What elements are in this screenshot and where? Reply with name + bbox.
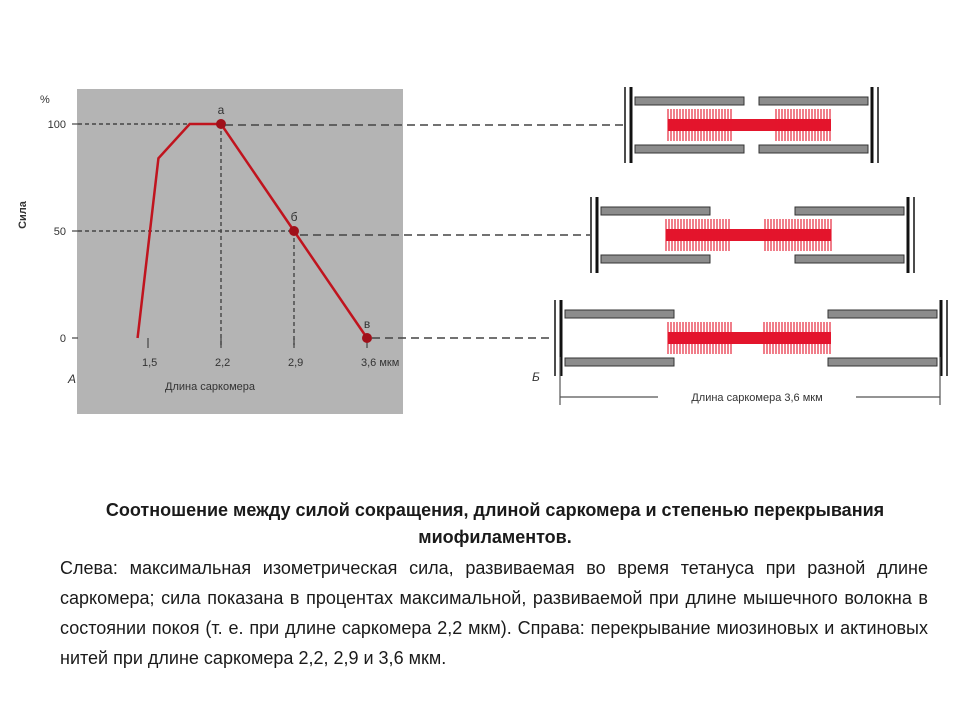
- actin-filament: [795, 255, 904, 263]
- actin-filament: [565, 310, 674, 318]
- data-point: [289, 226, 299, 236]
- y-tick-label: 50: [53, 226, 66, 238]
- actin-filament: [601, 207, 710, 215]
- x-tick-label: 2,2: [215, 357, 231, 369]
- y-tick-label: 100: [47, 119, 66, 131]
- y-tick-label: 0: [59, 333, 66, 345]
- actin-filament: [601, 255, 710, 263]
- x-tick-label: 1,5: [142, 357, 158, 369]
- sarcomere: [625, 87, 878, 163]
- sarcomere: [555, 300, 947, 376]
- point-label: а: [217, 103, 225, 117]
- actin-filament: [635, 97, 744, 105]
- actin-filament: [759, 145, 868, 153]
- panel-b-label: Б: [532, 370, 540, 384]
- caption-title: Соотношение между силой сокращения, длиной саркомера и степенью перекрывания миофиламентов.: [105, 500, 885, 547]
- force-length-graph: [17, 89, 403, 414]
- x-axis-label: Длина саркомера: [165, 381, 255, 393]
- plot-area: [77, 89, 403, 414]
- y-ticks: [48, 119, 78, 345]
- panel-a-label: А: [68, 372, 77, 386]
- actin-filament: [795, 207, 904, 215]
- caption-body: Слева: максимальная изометрическая сила, развиваемая во время тетануса при разной длине саркомера; сила показана в процентах максимальной, развиваемой при длине мышечного волокна в состоянии покоя (т. е. при длине саркомера 2,2 мкм). Справа: перекрывание миозиновых и актиновых нитей при длине саркомера 2,2, 2,9 и 3,6 мкм.: [60, 558, 928, 668]
- y-axis-label: Сила: [17, 201, 29, 229]
- point-label: в: [363, 317, 371, 331]
- actin-filament: [565, 358, 674, 366]
- actin-filament: [828, 310, 937, 318]
- data-point: [216, 119, 226, 129]
- length-label: Длина саркомера 3,6 мкм: [691, 392, 823, 404]
- myosin-filament: [666, 229, 831, 241]
- data-point: [362, 333, 372, 343]
- actin-filament: [759, 97, 868, 105]
- actin-filament: [635, 145, 744, 153]
- x-tick-label: 3,6 мкм: [361, 357, 400, 369]
- point-label: б: [290, 210, 298, 224]
- actin-filament: [828, 358, 937, 366]
- sarcomere: [591, 197, 914, 273]
- x-tick-label: 2,9: [288, 357, 304, 369]
- y-unit-label: %: [40, 94, 50, 106]
- sarcomere-diagrams: [555, 87, 947, 376]
